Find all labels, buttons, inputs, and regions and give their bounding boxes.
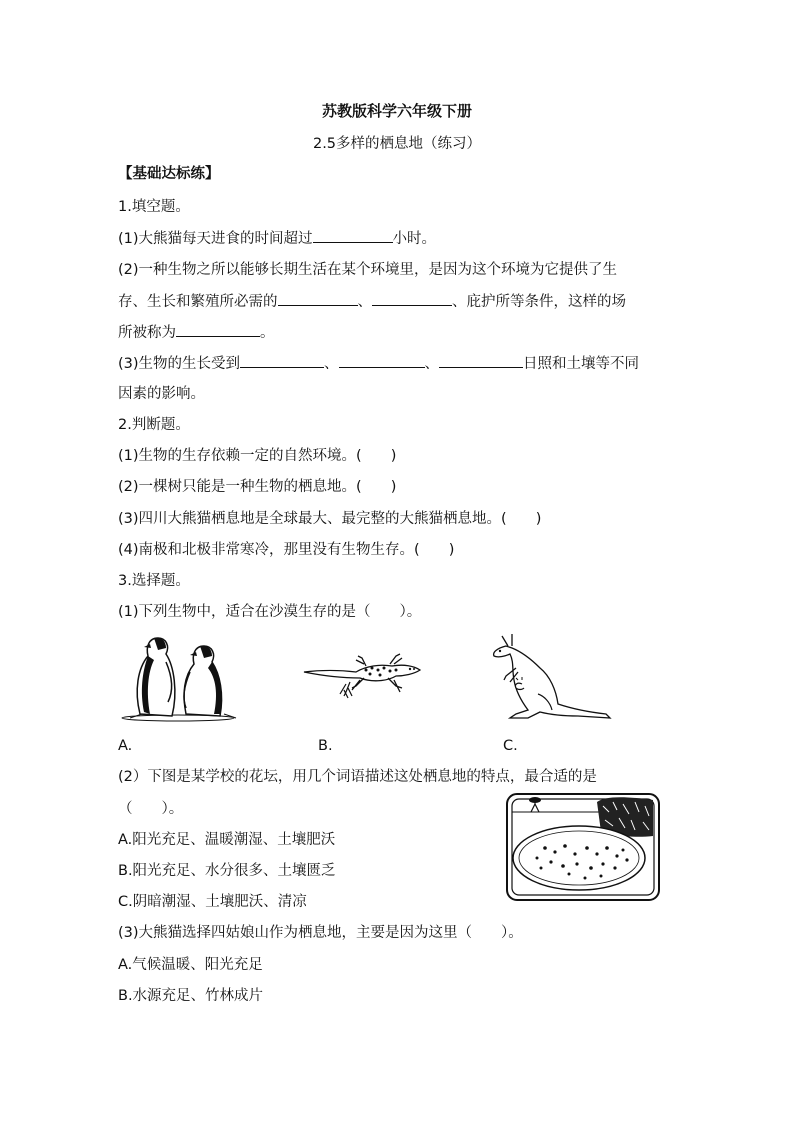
answer-blank[interactable] (372, 291, 452, 306)
q2-heading: 2.判断题。 (118, 417, 190, 433)
answer-blank[interactable] (313, 228, 393, 243)
page-subtitle: 2.5多样的栖息地（练习） (312, 136, 482, 152)
q3-item-2-option-c[interactable]: C.阴暗潮湿、土壤肥沃、清凉 (118, 894, 307, 910)
answer-blank[interactable] (176, 322, 260, 337)
q3-item-3-option-b[interactable]: B.水源充足、竹林成片 (118, 988, 264, 1004)
q3-item-2-option-a[interactable]: A.阳光充足、温暖潮湿、土壤肥沃 (118, 832, 336, 848)
option-b-label[interactable]: B. (318, 738, 333, 754)
option-a-label[interactable]: A. (118, 738, 133, 754)
q1-heading: 1.填空题。 (118, 199, 190, 215)
q1-item-1: (1)大熊猫每天进食的时间超过 小时。 (118, 228, 436, 249)
q3-item-2-option-b[interactable]: B.阳光充足、水分很多、土壤匮乏 (118, 863, 336, 879)
q3-heading: 3.选择题。 (118, 573, 190, 589)
q1-item-3-line2: 因素的影响。 (118, 386, 205, 402)
answer-blank[interactable] (439, 353, 523, 368)
answer-blank[interactable] (240, 353, 324, 368)
q2-item-1: (1)生物的生存依赖一定的自然环境。( ) (118, 448, 397, 464)
lizard-icon (300, 652, 424, 700)
answer-blank[interactable] (278, 291, 358, 306)
q2-item-2: (2)一棵树只能是一种生物的栖息地。( ) (118, 479, 397, 495)
kangaroo-icon (488, 632, 612, 722)
q3-item-2-line2: （ ）。 (118, 801, 184, 817)
q3-item-3: (3)大熊猫选择四姑娘山作为栖息地，主要是因为这里（ ）。 (118, 925, 523, 941)
section-heading: 【基础达标练】 (118, 166, 220, 182)
option-c-label[interactable]: C. (503, 738, 518, 754)
q1-item-2-line2: 存、生长和繁殖所必需的 、 、庇护所等条件，这样的场 (118, 291, 626, 312)
flowerbed-icon (505, 792, 661, 902)
q1-item-2-line1: (2)一种生物之所以能够长期生活在某个环境里，是因为这个环境为它提供了生 (118, 262, 618, 278)
answer-blank[interactable] (339, 353, 425, 368)
q3-item-2-line1: (2）下图是某学校的花坛，用几个词语描述这处栖息地的特点，最合适的是 (118, 769, 597, 785)
q1-item-2-line3: 所被称为 。 (118, 322, 275, 343)
q3-item-3-option-a[interactable]: A.气候温暖、阳光充足 (118, 957, 263, 973)
q2-item-4: (4)南极和北极非常寒冷，那里没有生物生存。( ) (118, 542, 455, 558)
q1-item-3-line1: (3)生物的生长受到 、 、 日照和土壤等不同 (118, 353, 639, 374)
penguin-icon (120, 632, 238, 722)
page-title: 苏教版科学六年级下册 (321, 102, 472, 120)
q2-item-3: (3)四川大熊猫栖息地是全球最大、最完整的大熊猫栖息地。( ) (118, 511, 542, 527)
q3-item-1: (1)下列生物中，适合在沙漠生存的是（ ）。 (118, 604, 422, 620)
